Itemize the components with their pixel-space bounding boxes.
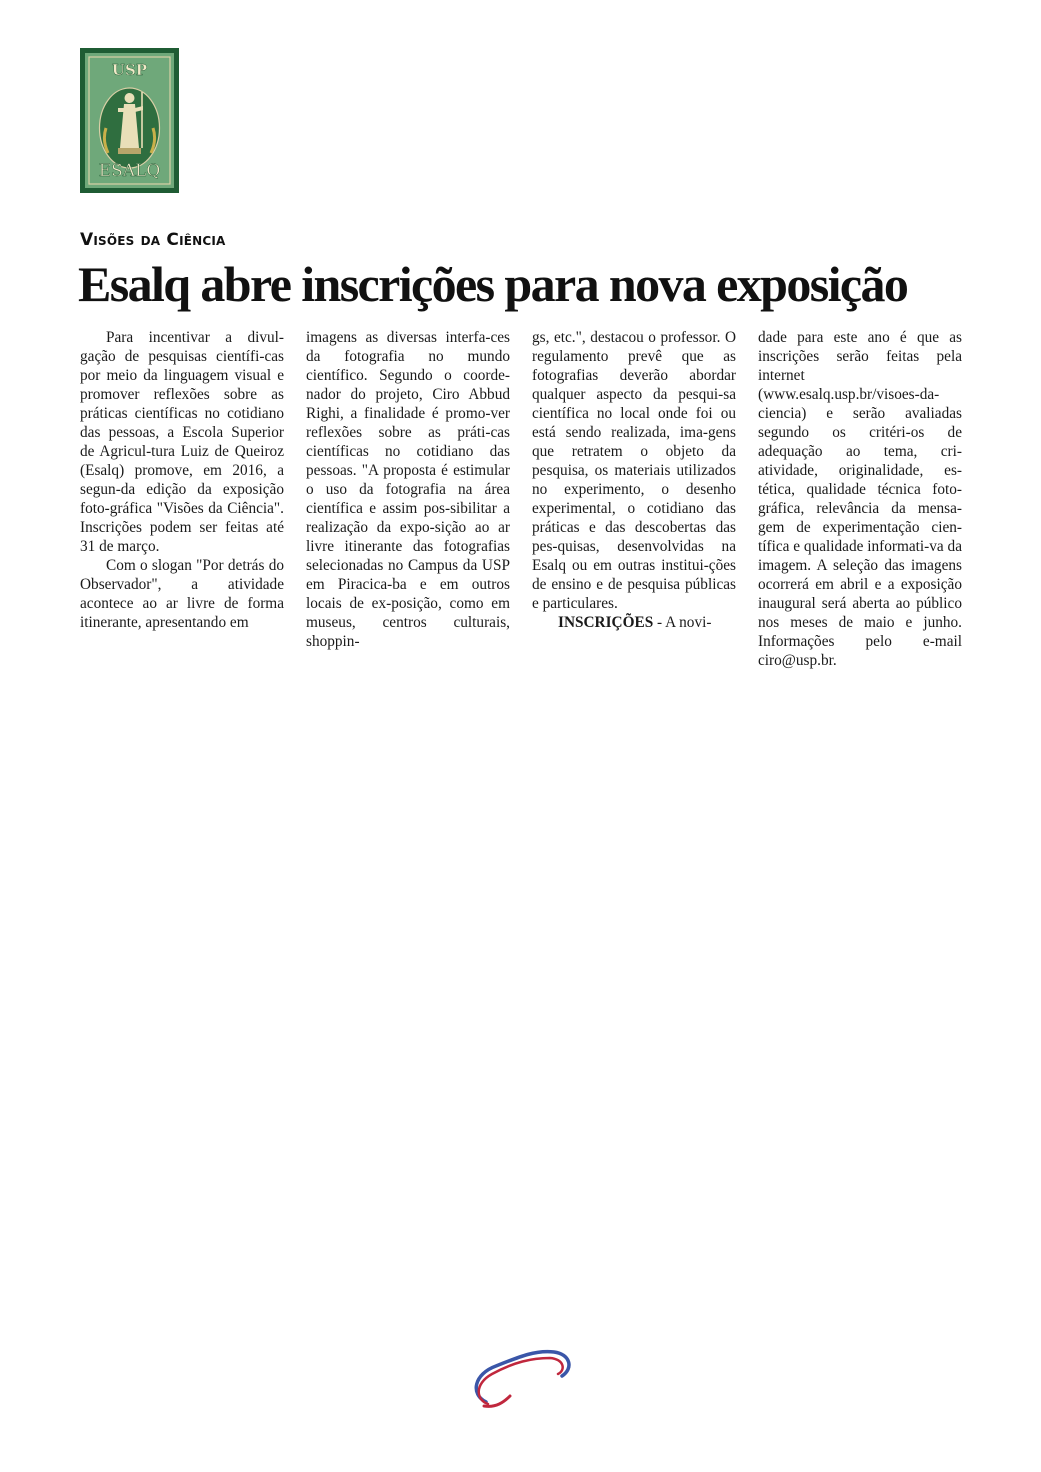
article-column-1 (80, 328, 284, 670)
esalq-logo (80, 48, 179, 193)
article-body (80, 328, 963, 669)
logo-esalq-text: ESALQ (98, 161, 161, 181)
paragraph-inscricoes (532, 613, 736, 632)
paragraph-text: - A novi- (653, 614, 712, 631)
paragraph: dade para este ano é que as inscrições serão feitas pela internet (www.esalq.usp.br/visoes-da-ciencia) e serão avaliadas segundo os critéri-os de adequação ao tema, cri-atividade, originalidade, es-tética, qualidade técnica foto-gráfica, relevância da mensa-gem de experimentação cien-tífica e qualidade informati-va da imagem. A seleção das imagens ocorrerá em abril e a exposição inaugural será aberta ao público nos meses de maio e junho. Informações pelo e-mail ciro@usp.br. (758, 329, 962, 669)
footer-logo-mark (466, 1344, 572, 1410)
logo-usp-text: USP (111, 61, 148, 79)
run-in-heading: INSCRIÇÕES (558, 614, 654, 631)
article-column-2 (306, 328, 510, 670)
article-headline: Esalq abre inscrições para nova exposição (78, 256, 908, 312)
article-column-4 (758, 328, 962, 670)
paragraph: Com o slogan "Por detrás do Observador", a atividade acontece ao ar livre de forma itinerante, apresentando em (80, 557, 284, 631)
paragraph: Para incentivar a divul-gação de pesquisas científi-cas por meio da linguagem visual e promover reflexões sobre as práticas científicas no cotidiano das pessoas, a Escola Superior de Agricul-tura Luiz de Queiroz (Esalq) promove, em 2016, a segun-da edição da exposição foto-gráfica "Visões da Ciência". Inscrições podem ser feitas até 31 de março. (80, 329, 284, 555)
section-kicker: Visões da Ciência (80, 230, 226, 250)
paragraph: gs, etc.", destacou o professor. O regulamento prevê que as fotografias deverão abordar qualquer aspecto da pesqui-sa científica no local onde foi ou está sendo realizada, ima-gens que retratem o objeto da pesquisa, os materiais utilizados no experimento, o desenho experimental, o cotidiano das práticas e das descobertas das pes-quisas, desenvolvidas na Esalq ou em outras institui-ções de ensino e de pesquisa públicas e particulares. (532, 329, 736, 612)
article-column-3 (532, 328, 736, 670)
paragraph: imagens as diversas interfa-ces da fotografia no mundo científico. Segundo o coorde-nador do projeto, Ciro Abbud Righi, a finalidade é promo-ver reflexões sobre as práti-cas científicas no cotidiano das pessoas. "A proposta é estimular o uso da fotografia na área científica e assim pos-sibilitar a realização da expo-sição ao ar livre itinerante das fotografias selecionadas no Campus da USP em Piracica-ba e em outros locais de ex-posição, como em museus, centros culturais, shoppin- (306, 329, 510, 650)
